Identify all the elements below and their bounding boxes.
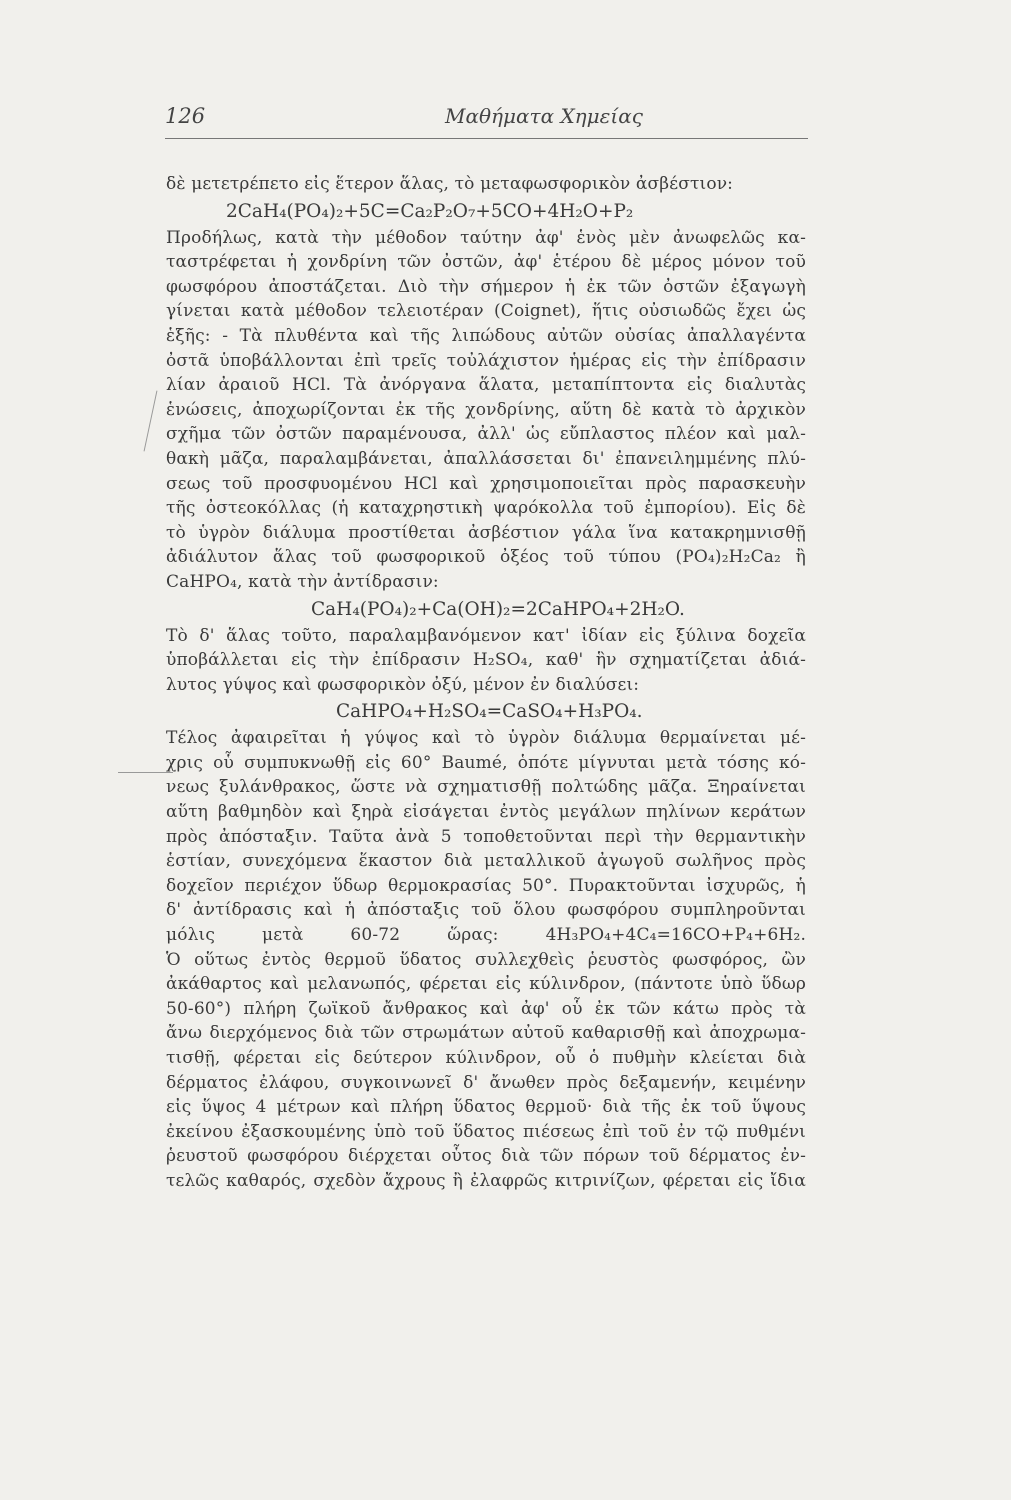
text-line: ὀστᾶ ὑποβάλλονται ἐπὶ τρεῖς τοὐλάχιστον ἡμέρας εἰς τὴν ἐπίδρασιν: [166, 350, 806, 371]
text-line: θακὴ μᾶζα, παραλαμβάνεται, ἀπαλλάσσεται δι' ἐπανειλημμένης πλύ-: [166, 448, 806, 469]
text-line: πρὸς ἀπόσταξιν. Ταῦτα ἀνὰ 5 τοποθετοῦνται περὶ τὴν θερμαντικὴν: [166, 826, 806, 847]
chemical-equation: CaHPO₄+H₂SO₄=CaSO₄+H₃PO₄.: [336, 701, 643, 723]
text-line: αὕτη βαθμηδὸν καὶ ξηρὰ εἰσάγεται ἐντὸς μεγάλων πηλίνων κεράτων: [166, 802, 806, 823]
running-title: Μαθήματα Χημείας: [445, 104, 643, 128]
text-line: μόλις μετὰ 60-72 ὥρας: 4H₃PO₄+4C₄=16CO+P₄+6H₂.: [166, 925, 806, 946]
text-line: δ' ἀντίδρασις καὶ ἡ ἀπόσταξις τοῦ ὅλου φωσφόρου συμπληροῦνται: [166, 900, 806, 921]
text-line: τῆς ὀστεοκόλλας (ἡ καταχρηστικὴ ψαρόκολλα τοῦ ἐμπορίου). Εἰς δὲ: [166, 498, 806, 519]
text-line: νεως ξυλάνθρακος, ὥστε νὰ σχηματισθῇ πολτώδης μᾶζα. Ξηραίνεται: [166, 777, 806, 798]
text-line: ἀκάθαρτος καὶ μελανωπός, φέρεται εἰς κύλινδρον, (πάντοτε ὑπὸ ὕδωρ: [166, 974, 806, 995]
text-line: ἀδιάλυτον ἅλας τοῦ φωσφορικοῦ ὀξέος τοῦ τύπου (PO₄)₂H₂Ca₂ ἢ: [166, 547, 806, 568]
text-line: εἰς ὕψος 4 μέτρων καὶ πλήρη ὕδατος θερμοῦ· διὰ τῆς ἐκ τοῦ ὕψους: [166, 1097, 806, 1118]
text-line: δοχεῖον περιέχον ὕδωρ θερμοκρασίας 50°. Πυρακτοῦνται ἰσχυρῶς, ἡ: [166, 875, 806, 896]
text-line: δέρματος ἐλάφου, συγκοινωνεῖ δ' ἄνωθεν πρὸς δεξαμενήν, κειμένην: [166, 1072, 806, 1093]
text-line: ἑνώσεις, ἀποχωρίζονται ἐκ τῆς χονδρίνης, αὕτη δὲ κατὰ τὸ ἀρχικὸν: [166, 399, 806, 420]
text-line: λίαν ἀραιοῦ HCl. Τὰ ἀνόργανα ἅλατα, μεταπίπτοντα εἰς διαλυτὰς: [166, 375, 806, 396]
page-header: [165, 100, 805, 134]
chemical-equation: CaH₄(PO₄)₂+Ca(OH)₂=2CaHPO₄+2H₂O.: [311, 598, 685, 620]
text-line: Προδήλως, κατὰ τὴν μέθοδον ταύτην ἀφ' ἑνὸς μὲν ἀνωφελῶς κα-: [166, 227, 806, 248]
text-line: ἑστίαν, συνεχόμενα ἕκαστον διὰ μεταλλικοῦ ἀγωγοῦ σωλῆνος πρὸς: [166, 851, 806, 872]
text-line: ὑποβάλλεται εἰς τὴν ἐπίδρασιν H₂SO₄, καθ' ἣν σχηματίζεται ἀδιά-: [166, 650, 806, 671]
text-line: CaHPO₄, κατὰ τὴν ἀντίδρασιν:: [166, 571, 439, 592]
text-line: γίνεται κατὰ μέθοδον τελειοτέραν (Coignet), ἥτις οὐσιωδῶς ἔχει ὡς: [166, 301, 806, 322]
text-line: φωσφόρου ἀποστάζεται. Διὸ τὴν σήμερον ἡ ἐκ τῶν ὀστῶν ἐξαγωγὴ: [166, 276, 806, 297]
text-line: σχῆμα τῶν ὀστῶν παραμένουσα, ἀλλ' ὡς εὔπλαστος πλέον καὶ μαλ-: [166, 424, 806, 445]
text-line: τὸ ὑγρὸν διάλυμα προστίθεται ἀσβέστιον γάλα ἵνα κατακρημνισθῇ: [166, 522, 806, 543]
text-line: ἐκείνου ἐξασκουμένης ὑπὸ τοῦ ὕδατος πιέσεως ἐπὶ τοῦ ἐν τῷ πυθμένι: [166, 1121, 806, 1142]
margin-pencil-mark-lower: [118, 772, 173, 773]
text-line: ταστρέφεται ἡ χονδρίνη τῶν ὀστῶν, ἀφ' ἑτέρου δὲ μέρος μόνον τοῦ: [166, 252, 806, 273]
text-line: τισθῇ, φέρεται εἰς δεύτερον κύλινδρον, οὗ ὁ πυθμὴν κλείεται διὰ: [166, 1048, 806, 1068]
text-line: λυτος γύψος καὶ φωσφορικὸν ὀξύ, μένον ἐν διαλύσει:: [166, 674, 640, 695]
header-rule: [165, 138, 808, 139]
text-line: χρις οὗ συμπυκνωθῇ εἰς 60° Baumé, ὁπότε μίγνυται μετὰ τόσης κό-: [166, 752, 806, 773]
text-line: ἄνω διερχόμενος διὰ τῶν στρωμάτων αὐτοῦ καθαρισθῇ καὶ ἀποχρωμα-: [166, 1023, 806, 1044]
text-line: Ὁ οὕτως ἐντὸς θερμοῦ ὕδατος συλλεχθεὶς ῥευστὸς φωσφόρος, ὢν: [166, 949, 806, 970]
text-line: 50-60°) πλήρη ζωϊκοῦ ἄνθρακος καὶ ἀφ' οὗ ἐκ τῶν κάτω πρὸς τὰ: [166, 998, 806, 1019]
text-line: Τέλος ἀφαιρεῖται ἡ γύψος καὶ τὸ ὑγρὸν διάλυμα θερμαίνεται μέ-: [166, 728, 806, 749]
text-line: ἑξῆς: - Τὰ πλυθέντα καὶ τῆς λιπώδους αὐτῶν οὐσίας ἀπαλλαγέντα: [166, 325, 806, 346]
text-line: τελῶς καθαρός, σχεδὸν ἄχρους ἢ ἐλαφρῶς κιτρινίζων, φέρεται εἰς ἴδια: [166, 1170, 806, 1191]
text-line: ῥευστοῦ φωσφόρου διέρχεται οὗτος διὰ τῶν πόρων τοῦ δέρματος ἐν-: [166, 1146, 806, 1167]
body-text: [166, 172, 806, 1194]
chemical-equation: 2CaH₄(PO₄)₂+5C=Ca₂P₂O₇+5CO+4H₂O+P₂: [226, 200, 634, 222]
margin-pencil-mark: [144, 391, 158, 452]
text-line: σεως τοῦ προσφυομένου HCl καὶ χρησιμοποιεῖται πρὸς παρασκευὴν: [166, 473, 806, 494]
text-line: Τὸ δ' ἅλας τοῦτο, παραλαμβανόμενον κατ' ἰδίαν εἰς ξύλινα δοχεῖα: [166, 625, 806, 646]
text-line: δὲ μετετρέπετο εἰς ἕτερον ἅλας, τὸ μεταφωσφορικὸν ἀσβέστιον:: [166, 174, 734, 194]
page-number: 126: [165, 104, 206, 128]
